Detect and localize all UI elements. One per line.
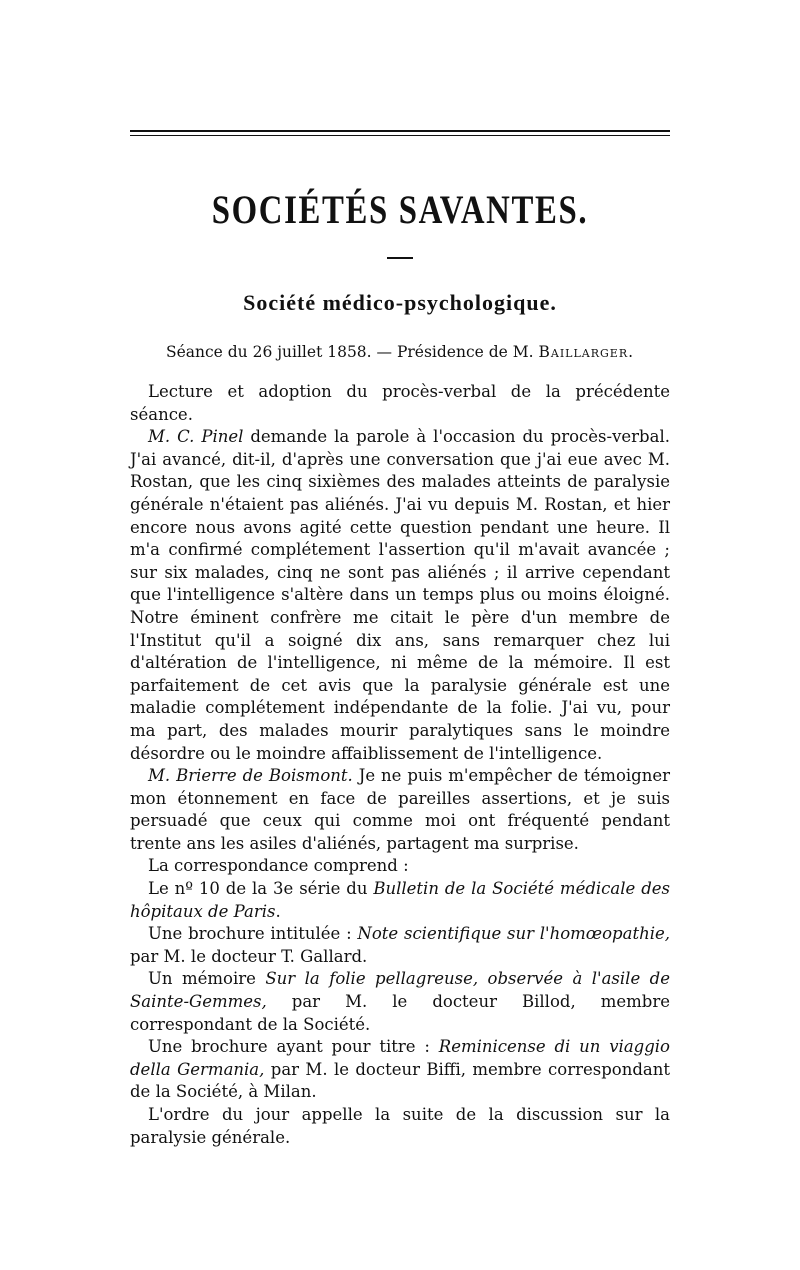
- president-name: Baillarger.: [538, 343, 635, 361]
- paragraph-brierre: [130, 765, 670, 855]
- paragraph-bulletin: [130, 878, 670, 923]
- top-rule: [130, 130, 670, 136]
- publication-title: Bulletin de la Société médicale des hôpitaux de Paris: [130, 879, 670, 921]
- paragraph-text: Le nº 10 de la 3e série du: [148, 879, 374, 899]
- paragraph-brochure-biffi: [130, 1036, 670, 1104]
- speaker-name: M. Brierre de Boismont.: [148, 766, 353, 786]
- paragraph-agenda: [130, 1104, 670, 1149]
- paragraph-text: La correspondance comprend :: [148, 856, 409, 876]
- session-date: Séance du 26 juillet 1858. — Présidence de M.: [165, 343, 539, 361]
- publication-title: Reminicense di un viaggio della Germania,: [130, 1037, 670, 1079]
- paragraph-text: Lecture et adoption du procès-verbal de la précédente séance.: [130, 382, 670, 424]
- publication-title: Sur la folie pellagreuse, observée à l'asile de Sainte-Gemmes,: [130, 969, 670, 1012]
- paragraph-pinel: [130, 426, 670, 765]
- society-name: Société médico-psychologique.: [243, 290, 557, 315]
- paragraph-text: par M. le docteur Biffi, membre correspondant de la Société, à Milan.: [130, 1059, 671, 1102]
- paragraph-text: L'ordre du jour appelle la suite de la discussion sur la paralysie générale.: [130, 1105, 670, 1147]
- paragraph-text: .: [275, 901, 281, 921]
- page-title: SOCIÉTÉS SAVANTES.: [211, 187, 589, 232]
- paragraph-correspondence: [130, 855, 670, 878]
- paragraph-reading: [130, 381, 670, 426]
- paragraph-text: par M. le docteur Billod, membre correspondant de la Société.: [130, 992, 670, 1034]
- publication-title: Note scientifique sur l'homœopathie,: [357, 924, 670, 944]
- paragraph-text: Un mémoire: [148, 969, 266, 989]
- paragraph-memoire-billod: [130, 968, 670, 1036]
- session-line: [0, 343, 800, 361]
- body-text: [130, 381, 670, 1149]
- paragraph-text: Une brochure ayant pour titre :: [148, 1037, 439, 1057]
- title-divider: [387, 257, 413, 259]
- paragraph-text: Je ne puis m'empêcher de témoigner mon étonnement en face de pareilles assertions, et je suis persuadé que ceux qui comme moi ont fréquenté pendant trente ans les asiles d'aliénés, partagent ma surprise.: [130, 766, 670, 853]
- paragraph-brochure-gallard: [130, 923, 670, 968]
- paragraph-text: Une brochure intitulée :: [148, 924, 358, 944]
- speaker-name: M. C. Pinel: [148, 427, 244, 447]
- paragraph-text: demande la parole à l'occasion du procès-verbal. J'ai avancé, dit-il, d'après une conversation que j'ai eue avec M. Rostan, que les cinq sixièmes des malades atteints de paralysie générale n'étaient pas aliénés. J'ai vu depuis M. Rostan, et hier encore nous avons agité cette question pendant une heure. Il m'a confirmé complétement l'assertion qu'il m'avait avancée ; sur six malades, cinq ne sont pas aliénés ; il arrive cependant que l'intelligence s'altère dans un temps plus ou moins éloigné. Notre éminent confrère me citait le père d'un membre de l'Institut qu'il a soigné dix ans, sans remarquer chez lui d'altération de l'intelligence, ni même de la mémoire. Il est parfaitement de cet avis que la paralysie générale est une maladie complétement indépendante de la folie. J'ai vu, pour ma part, des malades mourir paralytiques sans le moindre désordre ou le moindre affaiblissement de l'intelligence.: [130, 427, 670, 763]
- paragraph-text: par M. le docteur T. Gallard.: [130, 946, 368, 966]
